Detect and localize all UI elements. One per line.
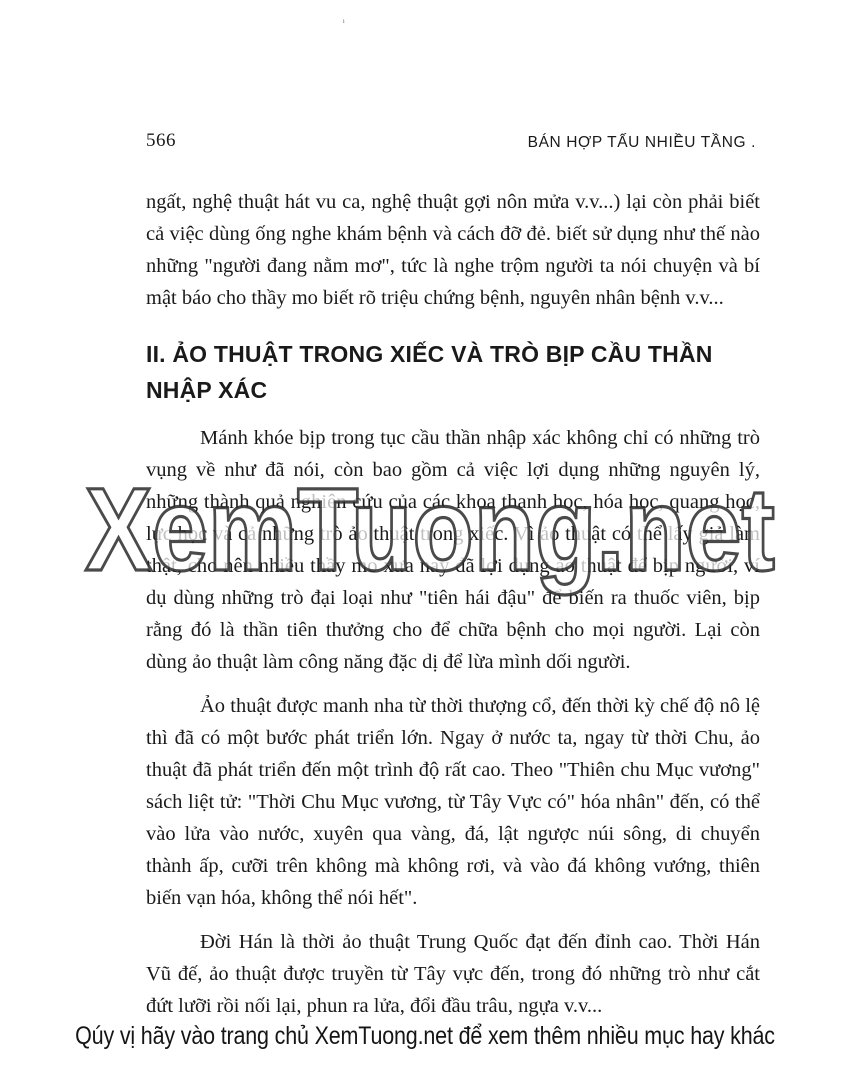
page-header [146, 130, 756, 154]
paragraph-1: Mánh khóe bịp trong tục cầu thần nhập xác không chỉ có những trò vụng về như đã nói, còn bao gồm cả việc lợi dụng những nguyên lý, những thành quả nghiên cứu của các khoa thanh học, hóa học, quang học, lực học và cả những trò ảo thuật trong xiếc. Vì ảo thuật có thể lấy giả làm thật, cho nên nhiều thầy mo xưa nay đã lợi dụng ảo thuật để bịp người, ví dụ dùng những trò đại loại như "tiên hái đậu" để biến ra thuốc viên, bịp rằng đó là thần tiên thưởng cho để chữa bệnh cho mọi người. Lại còn dùng ảo thuật làm công năng đặc dị để lừa mình dối người. [146, 427, 760, 673]
footer-note: Qúy vị hãy vào trang chủ XemTuong.net để xem thêm nhiều mục hay khác [75, 1022, 775, 1050]
section-heading: II. ẢO THUẬT TRONG XIẾC VÀ TRÒ BỊP CẦU THẦN NHẬP XÁC [146, 341, 713, 403]
running-head: BÁN HỢP TẤU NHIỀU TẦNG . [527, 134, 756, 151]
page-number: 566 [146, 130, 176, 151]
page-body [146, 186, 760, 1022]
watermark-text: XemTuong.net [85, 468, 775, 596]
page-mark: ᵢ [343, 14, 345, 25]
paragraph-3: Đời Hán là thời ảo thuật Trung Quốc đạt đến đỉnh cao. Thời Hán Vũ đế, ảo thuật được truyền từ Tây vực đến, trong đó những trò như cắt đứt lưỡi rồi nối lại, phun ra lửa, đổi đầu trâu, ngựa v.v... [146, 931, 760, 1017]
intro-paragraph: ngất, nghệ thuật hát vu ca, nghệ thuật gợi nôn mửa v.v...) lại còn phải biết cả việc dùng ống nghe khám bệnh và cách đỡ đẻ. biết sử dụng như thế nào những "người đang nằm mơ", tức là nghe trộm người ta nói chuyện và bí mật báo cho thầy mo biết rõ triệu chứng bệnh, nguyên nhân bệnh v.v... [146, 191, 760, 309]
paragraph-2: Ảo thuật được manh nha từ thời thượng cổ, đến thời kỳ chế độ nô lệ thì đã có một bước phát triển lớn. Ngay ở nước ta, ngay từ thời Chu, ảo thuật đã phát triển đến một trình độ rất cao. Theo "Thiên chu Mục vương" sách liệt tử: "Thời Chu Mục vương, từ Tây Vực có" hóa nhân" đến, có thể vào lửa vào nước, xuyên qua vàng, đá, lật ngược núi sông, di chuyển thành ấp, cưỡi trên không mà không rơi, và vào đá không vướng, thiên biến vạn hóa, không thể nói hết". [146, 695, 760, 909]
